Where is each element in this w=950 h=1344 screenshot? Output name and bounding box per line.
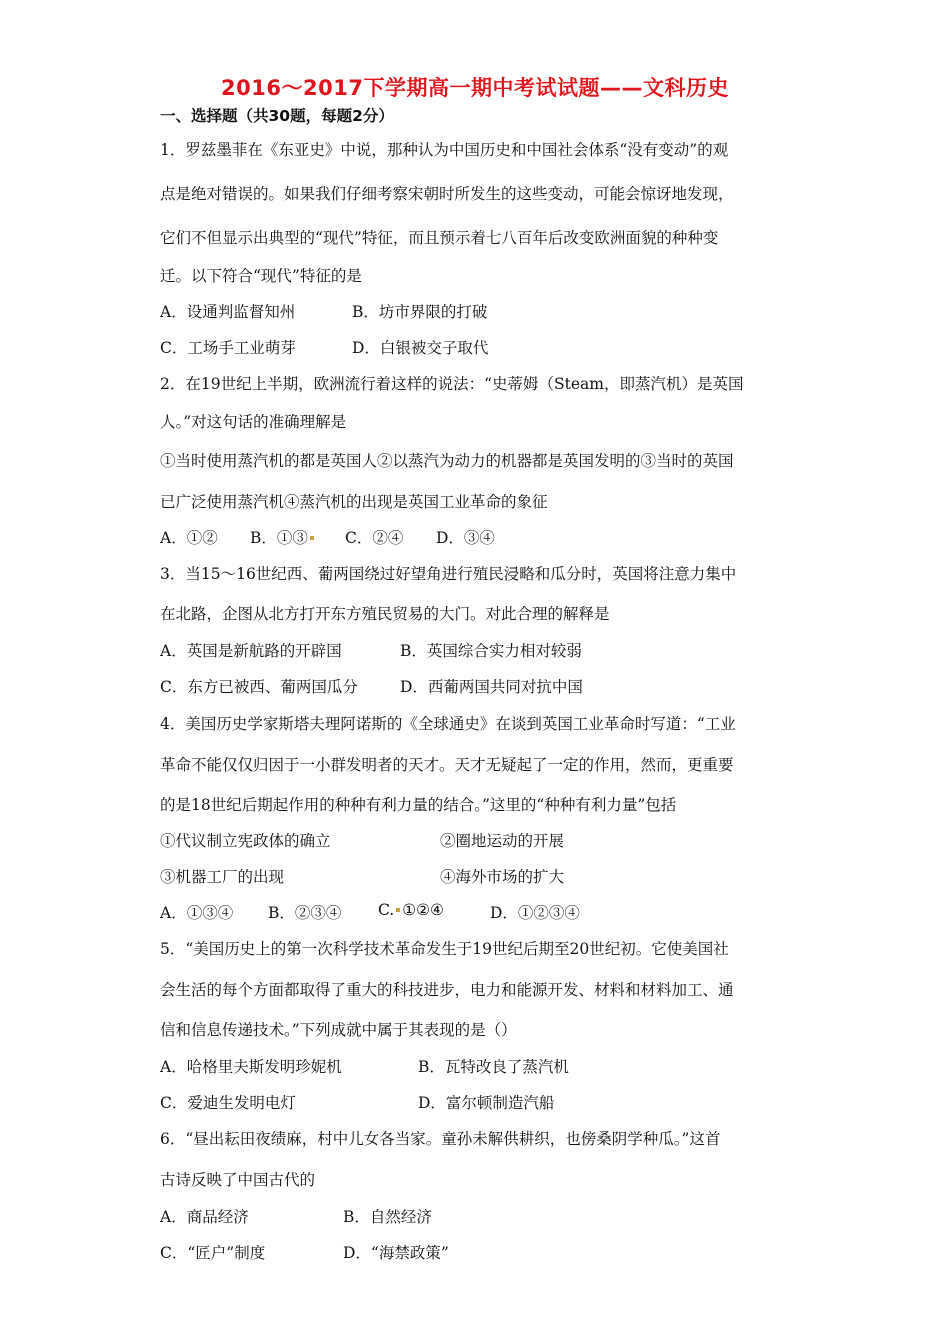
q4-line-3: 的是18世纪后期起作用的种种有利力量的结合。”这里的“种种有利力量”包括 xyxy=(160,796,677,814)
q6-option-c: C．“匠户”制度 xyxy=(160,1244,266,1262)
exam-title: 2016～2017下学期高一期中考试试题——文科历史 xyxy=(221,76,729,100)
q6-option-d: D．“海禁政策” xyxy=(343,1244,449,1262)
q3-option-c: C．东方已被西、葡两国瓜分 xyxy=(160,678,358,696)
q1-option-b: B．坊市界限的打破 xyxy=(352,303,488,321)
q2-option-a: A．①② xyxy=(160,529,218,547)
q2-option-d: D．③④ xyxy=(436,529,495,547)
q4-line-2: 革命不能仅仅归因于一小群发明者的天才。天才无疑起了一定的作用，然而，更重要 xyxy=(160,756,734,774)
section-heading: 一、选择题（共30题，每题2分） xyxy=(160,107,394,125)
q3-line-2: 在北路，企图从北方打开东方殖民贸易的大门。对此合理的解释是 xyxy=(160,605,610,623)
q2-line-2: 人。”对这句话的准确理解是 xyxy=(160,413,347,431)
q1-option-a: A．设通判监督知州 xyxy=(160,303,296,321)
scan-speck xyxy=(396,908,400,912)
q5-line-2: 会生活的每个方面都取得了重大的科技进步，电力和能源开发、材料和材料加工、通 xyxy=(160,981,734,999)
q4-item-4: ④海外市场的扩大 xyxy=(440,868,565,886)
scan-speck xyxy=(310,536,314,540)
q4-option-b: B．②③④ xyxy=(268,904,342,922)
q1-line-2: 点是绝对错误的。如果我们仔细考察宋朝时所发生的这些变动，可能会惊讶地发现， xyxy=(160,185,734,203)
q4-item-3: ③机器工厂的出现 xyxy=(160,868,285,886)
q1-line-1: 1．罗兹墨菲在《东亚史》中说，那种认为中国历史和中国社会体系“没有变动”的观 xyxy=(160,141,729,159)
q5-option-c: C．爱迪生发明电灯 xyxy=(160,1094,296,1112)
q6-line-1: 6．“昼出耘田夜绩麻，村中儿女各当家。童孙未解供耕织，也傍桑阴学种瓜。”这首 xyxy=(160,1130,721,1148)
q4-option-d: D．①②③④ xyxy=(490,904,580,922)
q5-option-a: A．哈格里夫斯发明珍妮机 xyxy=(160,1058,342,1076)
q6-line-2: 古诗反映了中国古代的 xyxy=(160,1171,316,1189)
q5-line-3: 信和信息传递技术。”下列成就中属于其表现的是（） xyxy=(160,1021,517,1039)
q2-line-4: 已广泛使用蒸汽机④蒸汽机的出现是英国工业革命的象征 xyxy=(160,493,548,511)
q4-option-a: A．①③④ xyxy=(160,904,234,922)
q4-line-1: 4．美国历史学家斯塔夫理阿诺斯的《全球通史》在谈到英国工业革命时写道：“工业 xyxy=(160,715,736,733)
q4-item-1: ①代议制立宪政体的确立 xyxy=(160,832,331,850)
q4-option-c xyxy=(378,901,444,919)
q3-line-1: 3．当15～16世纪西、葡两国绕过好望角进行殖民浸略和瓜分时，英国将注意力集中 xyxy=(160,565,737,583)
q2-line-3: ①当时使用蒸汽机的都是英国人②以蒸汽为动力的机器都是英国发明的③当时的英国 xyxy=(160,452,734,470)
q3-option-b: B．英国综合实力相对较弱 xyxy=(400,642,582,660)
q1-line-3: 它们不但显示出典型的“现代”特征，而且预示着七八百年后改变欧洲面貌的种种变 xyxy=(160,229,719,247)
q1-option-c: C．工场手工业萌芽 xyxy=(160,339,296,357)
q4-option-c-letter: C. xyxy=(378,901,395,919)
q4-item-2: ②圈地运动的开展 xyxy=(440,832,565,850)
q6-option-b: B．自然经济 xyxy=(343,1208,432,1226)
q4-option-c-text: ①②④ xyxy=(402,901,444,919)
q1-line-4: 迁。以下符合“现代”特征的是 xyxy=(160,267,362,285)
q2-line-1: 2．在19世纪上半期，欧洲流行着这样的说法：“史蒂姆（Steam，即蒸汽机）是英国 xyxy=(160,375,744,393)
q1-option-d: D．白银被交子取代 xyxy=(352,339,489,357)
q2-option-b: B．①③ xyxy=(250,526,316,548)
q3-option-a: A．英国是新航路的开辟国 xyxy=(160,642,342,660)
q2-option-c: C．②④ xyxy=(345,529,404,547)
q6-option-a: A．商品经济 xyxy=(160,1208,249,1226)
q5-option-d: D．富尔顿制造汽船 xyxy=(418,1094,555,1112)
q5-option-b: B．瓦特改良了蒸汽机 xyxy=(418,1058,569,1076)
q5-line-1: 5．“美国历史上的第一次科学技术革命发生于19世纪后期至20世纪初。它使美国社 xyxy=(160,940,729,958)
q3-option-d: D．西葡两国共同对抗中国 xyxy=(400,678,583,696)
